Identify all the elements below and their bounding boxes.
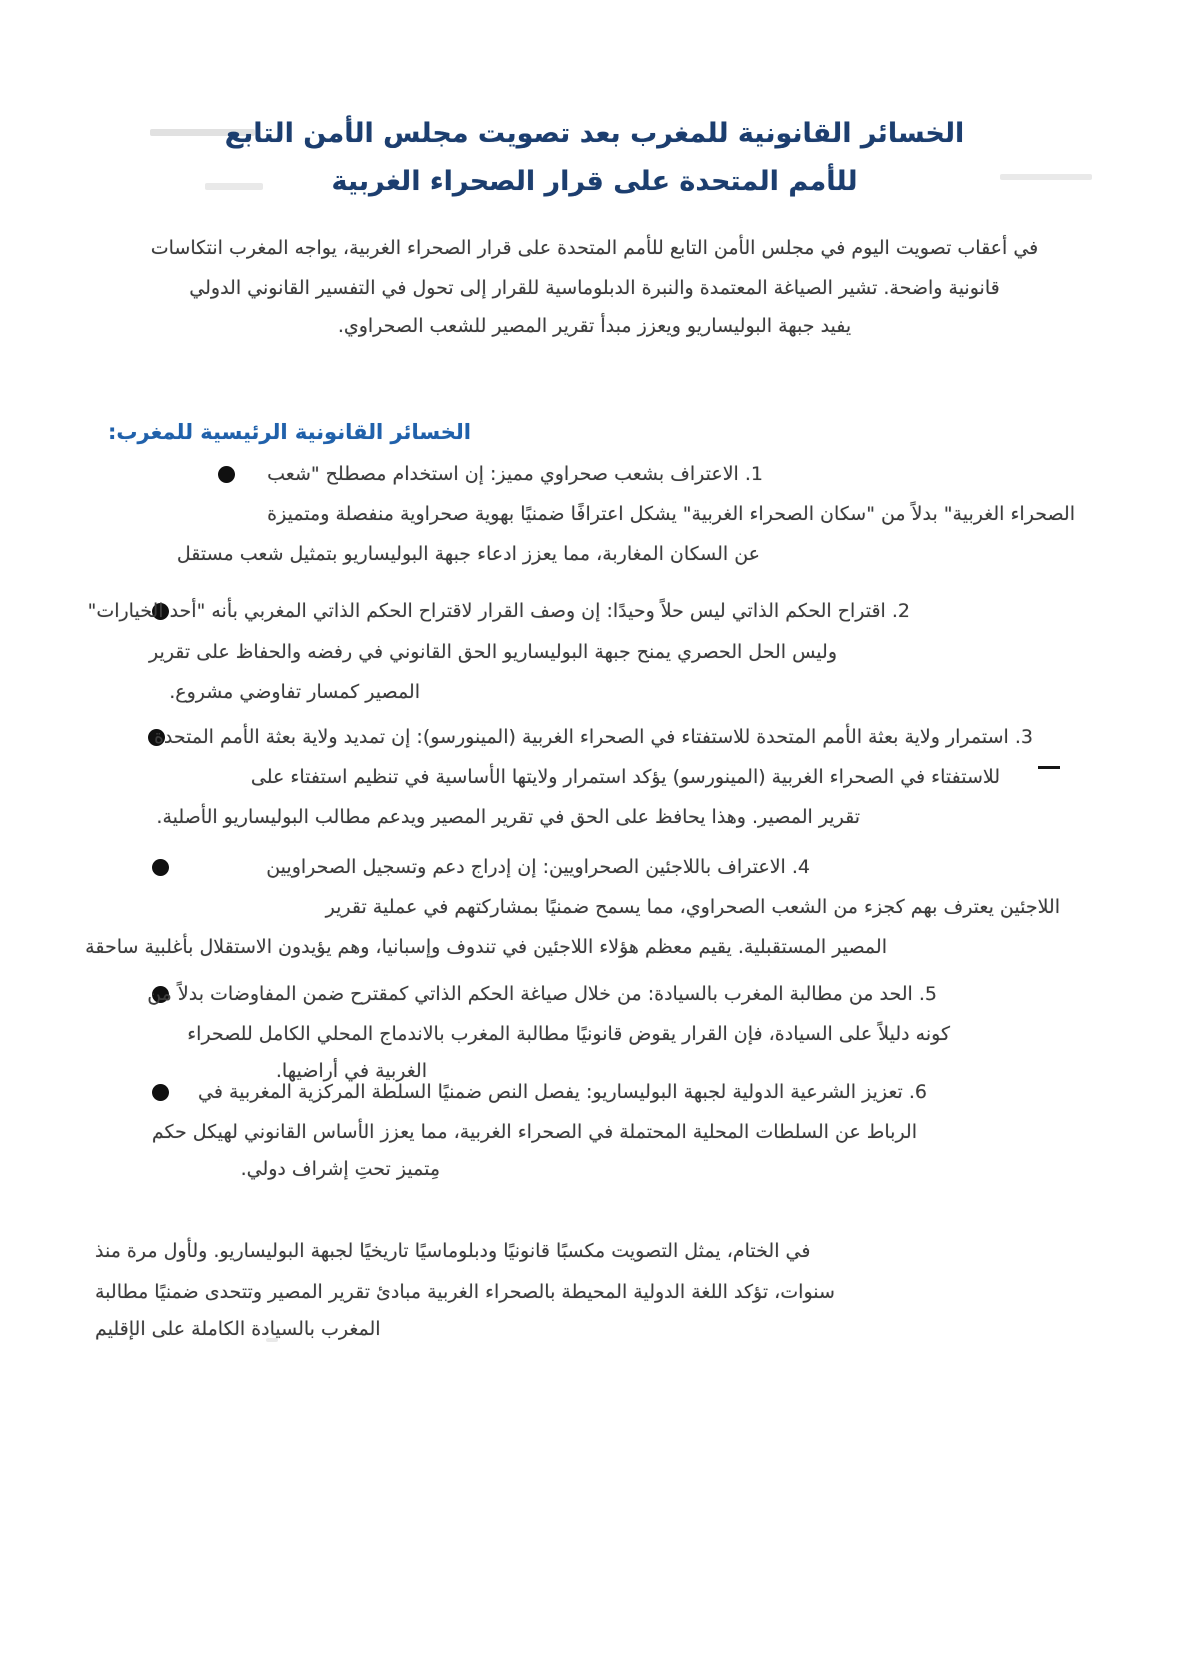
list-item-line: وليس الحل الحصري يمنح جبهة البوليساريو الحق القانوني في رفضه والحفاظ على تقرير <box>149 641 837 663</box>
section-heading: الخسائر القانونية الرئيسية للمغرب: <box>108 420 471 444</box>
list-item-line: الرباط عن السلطات المحلية المحتملة في الصحراء الغربية، مما يعزز الأساس القانوني لهيكل حكم <box>151 1121 917 1143</box>
document-title-line-1: الخسائر القانونية للمغرب بعد تصويت مجلس الأمن التابع <box>224 118 965 149</box>
bullet-icon <box>152 859 169 876</box>
list-item-line: المصير المستقبلية. يقيم معظم هؤلاء اللاجئين في تندوف وإسبانيا، وهم يؤيدون الاستقلال بأغلبية ساحقة <box>85 936 887 958</box>
list-item-line: تقرير المصير. وهذا يحافظ على الحق في تقرير المصير ويدعم مطالب البوليساريو الأصلية. <box>156 806 860 828</box>
stray-dash-mark <box>1038 766 1060 769</box>
bullet-icon <box>218 466 235 483</box>
list-item-line: الصحراء الغربية" بدلاً من "سكان الصحراء الغربية" يشكل اعترافًا ضمنيًا بهوية صحراوية منفصلة ومتميزة <box>267 503 1075 525</box>
bullet-icon <box>152 1084 169 1101</box>
intro-paragraph-line: في أعقاب تصويت اليوم في مجلس الأمن التابع للأمم المتحدة على قرار الصحراء الغربية، يواجه المغرب انتكاسات <box>150 237 1039 259</box>
intro-paragraph-line: قانونية واضحة. تشير الصياغة المعتمدة والنبرة الدبلوماسية للقرار إلى تحول في التفسير القانوني الدولي <box>189 277 1000 299</box>
list-item-line: المصير كمسار تفاوضي مشروع. <box>169 681 420 703</box>
list-item-line: 3. استمرار ولاية بعثة الأمم المتحدة للاستفتاء في الصحراء الغربية (المينورسو): إن تمديد ولاية بعثة الأمم المتحدة <box>153 726 1033 748</box>
closing-paragraph-line: سنوات، تؤكد اللغة الدولية المحيطة بالصحراء الغربية مبادئ تقرير المصير وتتحدى ضمنيًا مطالبة <box>95 1281 835 1303</box>
list-item-line: 5. الحد من مطالبة المغرب بالسيادة: من خلال صياغة الحكم الذاتي كمقترح ضمن المفاوضات بدلاً من <box>147 983 937 1005</box>
list-item-line: مِتميز تحتِ إشراف دولي. <box>240 1158 440 1180</box>
intro-paragraph-line: يفيد جبهة البوليساريو ويعزز مبدأ تقرير المصير للشعب الصحراوي. <box>337 315 852 337</box>
list-item-line: كونه دليلاً على السيادة، فإن القرار يقوض قانونيًا مطالبة المغرب بالاندماج المحلي الكامل للصحراء <box>187 1023 950 1045</box>
list-item-line: للاستفتاء في الصحراء الغربية (المينورسو) يؤكد استمرار ولايتها الأساسية في تنظيم استفتاء على <box>250 766 1000 788</box>
list-item-line: عن السكان المغاربة، مما يعزز ادعاء جبهة البوليساريو بتمثيل شعب مستقل <box>176 543 760 565</box>
list-item-line: 2. اقتراح الحكم الذاتي ليس حلاً وحيدًا: إن وصف القرار لاقتراح الحكم الذاتي المغربي بأنه "أحد الخيارات" <box>87 600 910 622</box>
list-item-line: اللاجئين يعترف بهم كجزء من الشعب الصحراوي، مما يسمح ضمنيًا بمشاركتهم في عملية تقرير <box>325 896 1060 918</box>
closing-paragraph-line: المغرب بالسيادة الكاملة على الإقليم <box>95 1318 381 1340</box>
list-item-line: 6. تعزيز الشرعية الدولية لجبهة البوليساريو: يفصل النص ضمنيًا السلطة المركزية المغربية في <box>198 1081 927 1103</box>
list-item-line: الغربية في أراضيها. <box>275 1060 427 1082</box>
document-title-line-2: للأمم المتحدة على قرار الصحراء الغربية <box>331 166 858 197</box>
list-item-line: 4. الاعتراف باللاجئين الصحراويين: إن إدراج دعم وتسجيل الصحراويين <box>266 856 810 878</box>
closing-paragraph-line: في الختام، يمثل التصويت مكسبًا قانونيًا ودبلوماسيًا تاريخيًا لجبهة البوليساريو. ولأول مرة منذ <box>95 1240 811 1262</box>
list-item-line: 1. الاعتراف بشعب صحراوي مميز: إن استخدام مصطلح "شعب <box>267 463 763 485</box>
